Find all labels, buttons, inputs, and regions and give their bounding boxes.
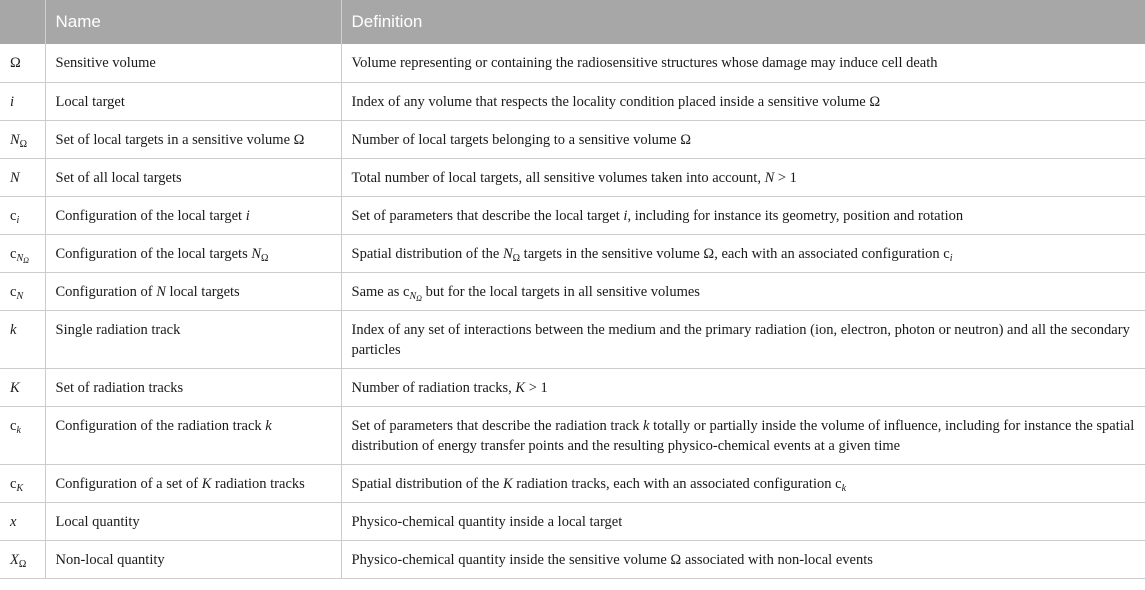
symbol: k <box>10 321 17 338</box>
table-row <box>0 464 1145 502</box>
name-cell: Local quantity <box>45 502 341 540</box>
symbol: $c_{N_\Omega}$ <box>10 245 29 265</box>
name-cell: Configuration of a set of K radiation tracks <box>45 464 341 502</box>
symbol-cell <box>0 158 45 196</box>
definition-cell: Volume representing or containing the radiosensitive structures whose damage may induce cell death <box>341 44 1145 82</box>
symbol-cell <box>0 368 45 406</box>
table-row <box>0 540 1145 578</box>
symbol: $c_N$ <box>10 283 24 302</box>
symbol-cell <box>0 272 45 310</box>
table-row <box>0 196 1145 234</box>
name-cell: Local target <box>45 82 341 120</box>
definition-cell: Physico-chemical quantity inside a local target <box>341 502 1145 540</box>
symbol-cell <box>0 234 45 272</box>
definition-cell: Number of radiation tracks, K > 1 <box>341 368 1145 406</box>
symbol: $c_i$ <box>10 207 20 226</box>
header-symbol <box>0 0 45 44</box>
symbol-cell <box>0 540 45 578</box>
name-cell: Single radiation track <box>45 310 341 368</box>
table-row <box>0 234 1145 272</box>
symbol-cell <box>0 310 45 368</box>
table-row <box>0 120 1145 158</box>
definition-cell: Index of any set of interactions between the medium and the primary radiation (ion, electron, photon or neutron) and all the secondary particles <box>341 310 1145 368</box>
symbol-cell <box>0 196 45 234</box>
table-row <box>0 158 1145 196</box>
symbol-cell <box>0 44 45 82</box>
symbol: Ω <box>10 55 21 71</box>
symbol: i <box>10 93 15 110</box>
table-row <box>0 44 1145 82</box>
name-cell: Set of radiation tracks <box>45 368 341 406</box>
table-row <box>0 406 1145 464</box>
symbol-cell <box>0 502 45 540</box>
symbol: $c_K$ <box>10 475 24 494</box>
table-header-row <box>0 0 1145 44</box>
definition-cell: Total number of local targets, all sensitive volumes taken into account, N > 1 <box>341 158 1145 196</box>
symbol: x <box>10 513 17 530</box>
symbol-cell <box>0 120 45 158</box>
definition-cell: Spatial distribution of the $N_\Omega$ targets in the sensitive volume Ω, each with an associated configuration $c_i$ <box>341 234 1145 272</box>
definition-cell: Number of local targets belonging to a sensitive volume Ω <box>341 120 1145 158</box>
symbol: $X_\Omega$ <box>10 551 27 570</box>
definition-cell: Set of parameters that describe the local target i, including for instance its geometry, position and rotation <box>341 196 1145 234</box>
header-definition: Definition <box>341 0 1145 44</box>
definition-cell: Spatial distribution of the K radiation tracks, each with an associated configuration $c_k$ <box>341 464 1145 502</box>
name-cell: Set of local targets in a sensitive volume Ω <box>45 120 341 158</box>
header-name: Name <box>45 0 341 44</box>
table-row <box>0 310 1145 368</box>
table-row <box>0 82 1145 120</box>
symbol-cell <box>0 406 45 464</box>
name-cell: Configuration of N local targets <box>45 272 341 310</box>
name-cell: Configuration of the local targets $N_\Omega$ <box>45 234 341 272</box>
symbol-cell <box>0 464 45 502</box>
symbol: N <box>10 169 20 186</box>
name-cell: Set of all local targets <box>45 158 341 196</box>
table-row <box>0 368 1145 406</box>
definition-cell: Physico-chemical quantity inside the sensitive volume Ω associated with non-local events <box>341 540 1145 578</box>
name-cell: Non-local quantity <box>45 540 341 578</box>
table-row <box>0 272 1145 310</box>
symbol: $c_k$ <box>10 417 21 436</box>
name-cell: Configuration of the radiation track k <box>45 406 341 464</box>
name-cell: Sensitive volume <box>45 44 341 82</box>
definition-cell: Index of any volume that respects the locality condition placed inside a sensitive volume Ω <box>341 82 1145 120</box>
definition-cell: Same as $c_{N_\Omega}$ but for the local targets in all sensitive volumes <box>341 272 1145 310</box>
definition-cell: Set of parameters that describe the radiation track k totally or partially inside the volume of influence, including for instance the spatial distribution of energy transfer points and the resulting physico-chemical events at a given time <box>341 406 1145 464</box>
name-cell: Configuration of the local target i <box>45 196 341 234</box>
symbol: K <box>10 379 20 396</box>
symbol: $N_\Omega$ <box>10 131 28 150</box>
table-row <box>0 502 1145 540</box>
symbol-cell <box>0 82 45 120</box>
